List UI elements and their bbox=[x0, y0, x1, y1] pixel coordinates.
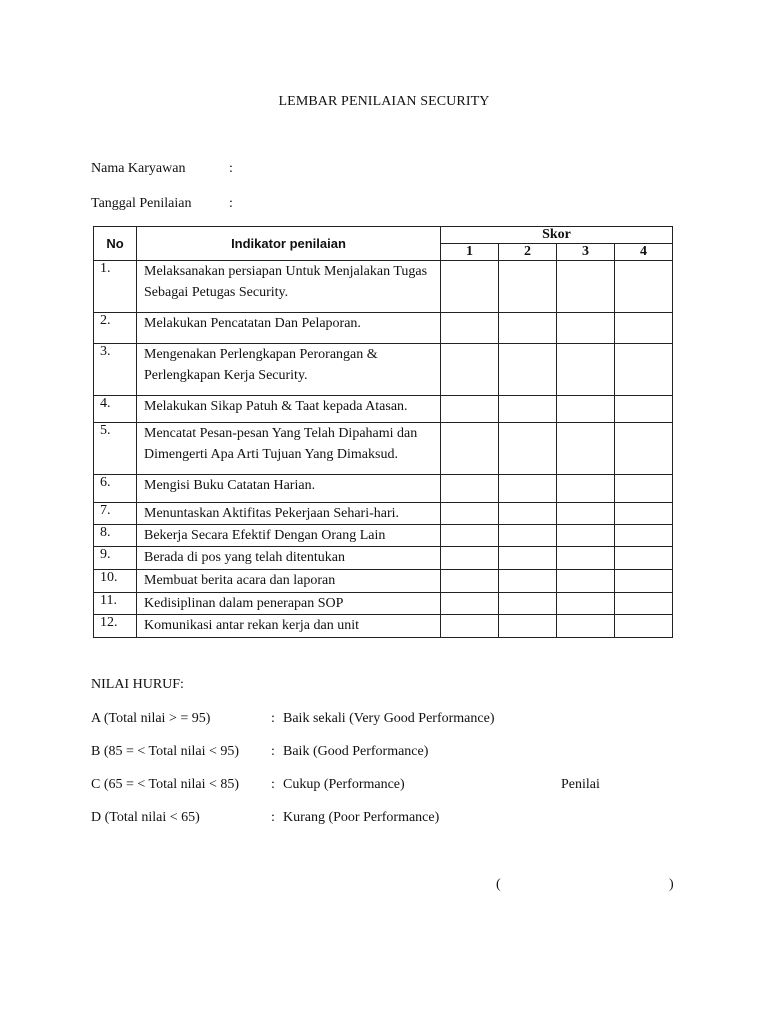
nama-karyawan-label: Nama Karyawan bbox=[91, 161, 186, 176]
table-row bbox=[94, 503, 673, 525]
score-cell-3[interactable] bbox=[557, 525, 615, 547]
score-cell-2[interactable] bbox=[499, 261, 557, 313]
score-cell-4[interactable] bbox=[615, 423, 673, 475]
header-score-1: 1 bbox=[441, 244, 499, 261]
score-cell-1[interactable] bbox=[441, 475, 499, 503]
table-row bbox=[94, 313, 673, 344]
score-cell-4[interactable] bbox=[615, 475, 673, 503]
row-number: 10. bbox=[94, 570, 137, 593]
row-number: 11. bbox=[94, 593, 137, 615]
score-cell-4[interactable] bbox=[615, 615, 673, 638]
score-cell-4[interactable] bbox=[615, 547, 673, 570]
score-cell-4[interactable] bbox=[615, 593, 673, 615]
row-number: 5. bbox=[94, 423, 137, 475]
table-row bbox=[94, 423, 673, 475]
nama-karyawan-field bbox=[91, 161, 233, 177]
score-cell-4[interactable] bbox=[615, 396, 673, 423]
score-cell-2[interactable] bbox=[499, 547, 557, 570]
score-cell-2[interactable] bbox=[499, 423, 557, 475]
tanggal-penilaian-label: Tanggal Penilaian bbox=[91, 196, 192, 211]
score-cell-2[interactable] bbox=[499, 570, 557, 593]
row-indicator: Mencatat Pesan-pesan Yang Telah Dipahami dan Dimengerti Apa Arti Tujuan Yang Dimaksud. bbox=[137, 423, 441, 475]
header-score-3: 3 bbox=[557, 244, 615, 261]
assessment-table bbox=[93, 226, 673, 638]
table-row bbox=[94, 261, 673, 313]
score-cell-3[interactable] bbox=[557, 261, 615, 313]
table-row bbox=[94, 615, 673, 638]
score-cell-1[interactable] bbox=[441, 570, 499, 593]
score-cell-2[interactable] bbox=[499, 615, 557, 638]
page-title: LEMBAR PENILAIAN SECURITY bbox=[278, 94, 490, 109]
header-skor: Skor bbox=[441, 227, 673, 244]
grade-description: Baik (Good Performance) bbox=[283, 744, 429, 759]
score-cell-4[interactable] bbox=[615, 261, 673, 313]
row-number: 12. bbox=[94, 615, 137, 638]
grade-label: C (65 = < Total nilai < 85) bbox=[91, 777, 240, 792]
score-cell-1[interactable] bbox=[441, 615, 499, 638]
score-cell-3[interactable] bbox=[557, 615, 615, 638]
penilai-label: Penilai bbox=[561, 777, 600, 792]
score-cell-4[interactable] bbox=[615, 525, 673, 547]
row-indicator: Melaksanakan persiapan Untuk Menjalakan Tugas Sebagai Petugas Security. bbox=[137, 261, 441, 313]
table-row bbox=[94, 525, 673, 547]
row-number: 2. bbox=[94, 313, 137, 344]
grade-colon: : bbox=[271, 711, 275, 726]
score-cell-1[interactable] bbox=[441, 313, 499, 344]
row-indicator: Kedisiplinan dalam penerapan SOP bbox=[137, 593, 441, 615]
grade-colon: : bbox=[271, 810, 275, 825]
row-indicator: Menuntaskan Aktifitas Pekerjaan Sehari-hari. bbox=[137, 503, 441, 525]
nama-karyawan-colon: : bbox=[229, 161, 233, 176]
row-number: 8. bbox=[94, 525, 137, 547]
score-cell-2[interactable] bbox=[499, 503, 557, 525]
score-cell-3[interactable] bbox=[557, 423, 615, 475]
score-cell-1[interactable] bbox=[441, 344, 499, 396]
score-cell-3[interactable] bbox=[557, 344, 615, 396]
signature-open-paren: ( bbox=[496, 877, 501, 892]
tanggal-penilaian-colon: : bbox=[229, 196, 233, 211]
row-number: 4. bbox=[94, 396, 137, 423]
grade-description: Baik sekali (Very Good Performance) bbox=[283, 711, 495, 726]
score-cell-1[interactable] bbox=[441, 396, 499, 423]
score-cell-2[interactable] bbox=[499, 525, 557, 547]
row-indicator: Mengisi Buku Catatan Harian. bbox=[137, 475, 441, 503]
score-cell-4[interactable] bbox=[615, 313, 673, 344]
score-cell-3[interactable] bbox=[557, 475, 615, 503]
score-cell-4[interactable] bbox=[615, 570, 673, 593]
score-cell-1[interactable] bbox=[441, 503, 499, 525]
table-row bbox=[94, 344, 673, 396]
table-row bbox=[94, 547, 673, 570]
row-indicator: Bekerja Secara Efektif Dengan Orang Lain bbox=[137, 525, 441, 547]
score-cell-3[interactable] bbox=[557, 396, 615, 423]
grade-label: A (Total nilai > = 95) bbox=[91, 711, 211, 726]
score-cell-2[interactable] bbox=[499, 396, 557, 423]
row-indicator: Membuat berita acara dan laporan bbox=[137, 570, 441, 593]
score-cell-1[interactable] bbox=[441, 593, 499, 615]
tanggal-penilaian-field bbox=[91, 196, 233, 212]
score-cell-1[interactable] bbox=[441, 547, 499, 570]
row-number: 7. bbox=[94, 503, 137, 525]
row-indicator: Berada di pos yang telah ditentukan bbox=[137, 547, 441, 570]
score-cell-2[interactable] bbox=[499, 313, 557, 344]
table-row bbox=[94, 475, 673, 503]
grade-colon: : bbox=[271, 744, 275, 759]
header-no: No bbox=[94, 227, 137, 261]
score-cell-3[interactable] bbox=[557, 503, 615, 525]
grade-colon: : bbox=[271, 777, 275, 792]
score-cell-1[interactable] bbox=[441, 423, 499, 475]
row-number: 6. bbox=[94, 475, 137, 503]
score-cell-3[interactable] bbox=[557, 570, 615, 593]
score-cell-4[interactable] bbox=[615, 503, 673, 525]
score-cell-1[interactable] bbox=[441, 261, 499, 313]
grade-description: Kurang (Poor Performance) bbox=[283, 810, 440, 825]
table-row bbox=[94, 570, 673, 593]
table-row bbox=[94, 396, 673, 423]
grade-label: B (85 = < Total nilai < 95) bbox=[91, 744, 240, 759]
header-score-4: 4 bbox=[615, 244, 673, 261]
row-number: 1. bbox=[94, 261, 137, 313]
score-cell-3[interactable] bbox=[557, 547, 615, 570]
header-indicator: Indikator penilaian bbox=[137, 227, 441, 261]
score-cell-2[interactable] bbox=[499, 344, 557, 396]
score-cell-4[interactable] bbox=[615, 344, 673, 396]
score-cell-3[interactable] bbox=[557, 593, 615, 615]
score-cell-1[interactable] bbox=[441, 525, 499, 547]
row-indicator: Melakukan Pencatatan Dan Pelaporan. bbox=[137, 313, 441, 344]
header-score-2: 2 bbox=[499, 244, 557, 261]
nilai-huruf-heading: NILAI HURUF: bbox=[91, 677, 184, 692]
grade-label: D (Total nilai < 65) bbox=[91, 810, 200, 825]
row-number: 9. bbox=[94, 547, 137, 570]
row-indicator: Mengenakan Perlengkapan Perorangan & Perlengkapan Kerja Security. bbox=[137, 344, 441, 396]
row-number: 3. bbox=[94, 344, 137, 396]
score-cell-3[interactable] bbox=[557, 313, 615, 344]
score-cell-2[interactable] bbox=[499, 475, 557, 503]
row-indicator: Melakukan Sikap Patuh & Taat kepada Atasan. bbox=[137, 396, 441, 423]
signature-close-paren: ) bbox=[669, 877, 674, 892]
score-cell-2[interactable] bbox=[499, 593, 557, 615]
row-indicator: Komunikasi antar rekan kerja dan unit bbox=[137, 615, 441, 638]
grade-description: Cukup (Performance) bbox=[283, 777, 405, 792]
table-row bbox=[94, 593, 673, 615]
